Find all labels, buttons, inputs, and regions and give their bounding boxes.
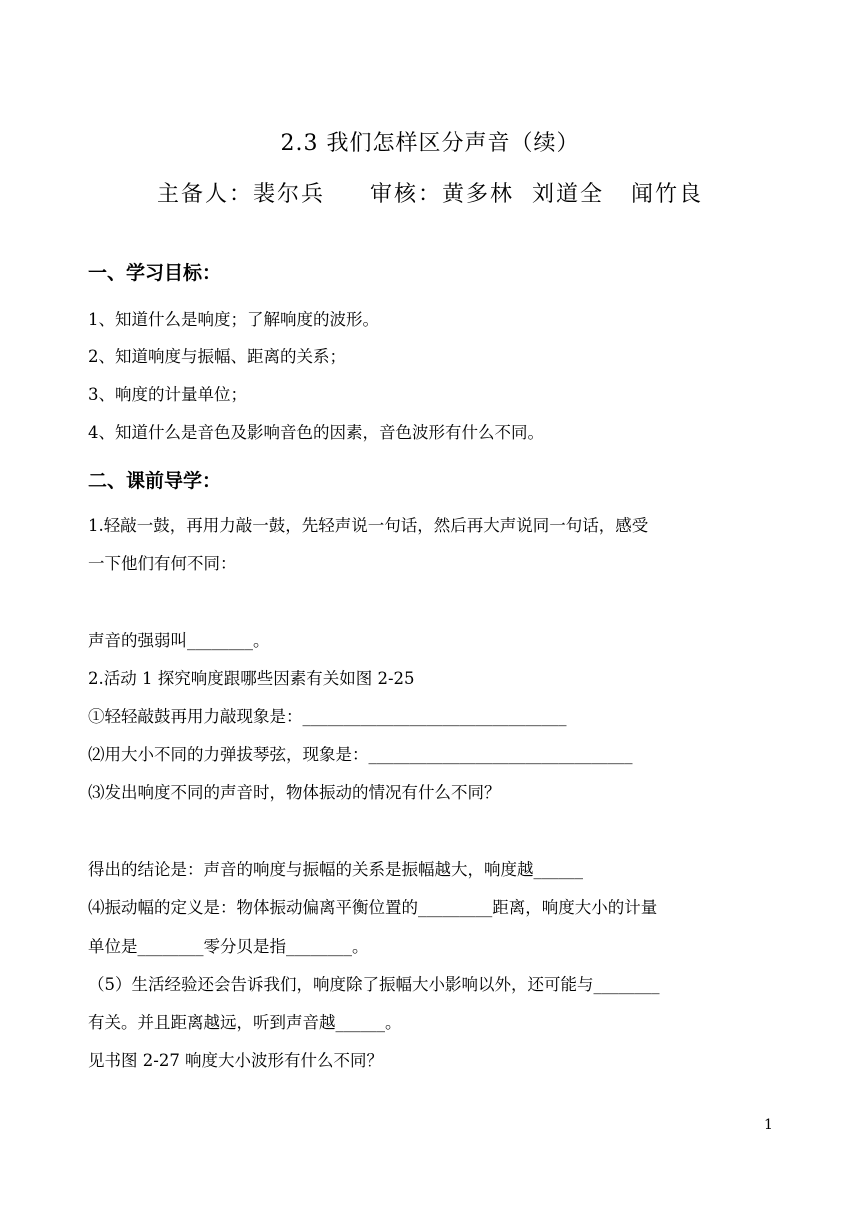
objective-item: 4、知道什么是音色及影响音色的因素，音色波形有什么不同。: [88, 423, 544, 442]
activity-item-4-line-1: ⑷振动幅的定义是：物体振动偏离平衡位置的_________距离，响度大小的计量: [88, 898, 658, 917]
section-heading-preview: 二、课前导学：: [88, 470, 222, 492]
question-1-line-1: 1.轻敲一鼓，再用力敲一鼓，先轻声说一句话，然后再大声说同一句话，感受: [88, 516, 649, 535]
objective-item: 2、知道响度与振幅、距离的关系；: [88, 347, 346, 366]
see-book-line: 见书图 2-27 响度大小波形有什么不同？: [88, 1051, 384, 1070]
question-1-blank: 声音的强弱叫________。: [88, 631, 270, 650]
activity-item-1: ①轻轻敲鼓再用力敲现象是：________________________________: [88, 707, 567, 726]
page-number: 1: [764, 1117, 773, 1133]
activity-item-5-line-2: 有关。并且距离越远，听到声音越______。: [88, 1013, 402, 1032]
activity-item-2: ⑵用大小不同的力弹拔琴弦，现象是：________________________________: [88, 745, 633, 764]
activity-title: 2.活动 1 探究响度跟哪些因素有关如图 2-25: [88, 669, 415, 688]
conclusion-line: 得出的结论是：声音的响度与振幅的关系是振幅越大，响度越______: [88, 860, 583, 879]
section-heading-objectives: 一、学习目标：: [88, 262, 222, 284]
activity-item-3: ⑶发出响度不同的声音时，物体振动的情况有什么不同？: [88, 783, 501, 802]
activity-item-4-line-2: 单位是________零分贝是指________。: [88, 937, 369, 956]
authors-line: 主备人：裴尔兵 审核：黄多林 刘道全 闻竹良: [157, 182, 703, 207]
page-title: 2.3 我们怎样区分声音（续）: [280, 131, 580, 156]
activity-item-5-line-1: （5）生活经验还会告诉我们，响度除了振幅大小影响以外，还可能与________: [88, 975, 660, 994]
objective-item: 3、响度的计量单位；: [88, 385, 247, 404]
question-1-line-2: 一下他们有何不同：: [88, 554, 237, 573]
objective-item: 1、知道什么是响度；了解响度的波形。: [88, 310, 379, 329]
